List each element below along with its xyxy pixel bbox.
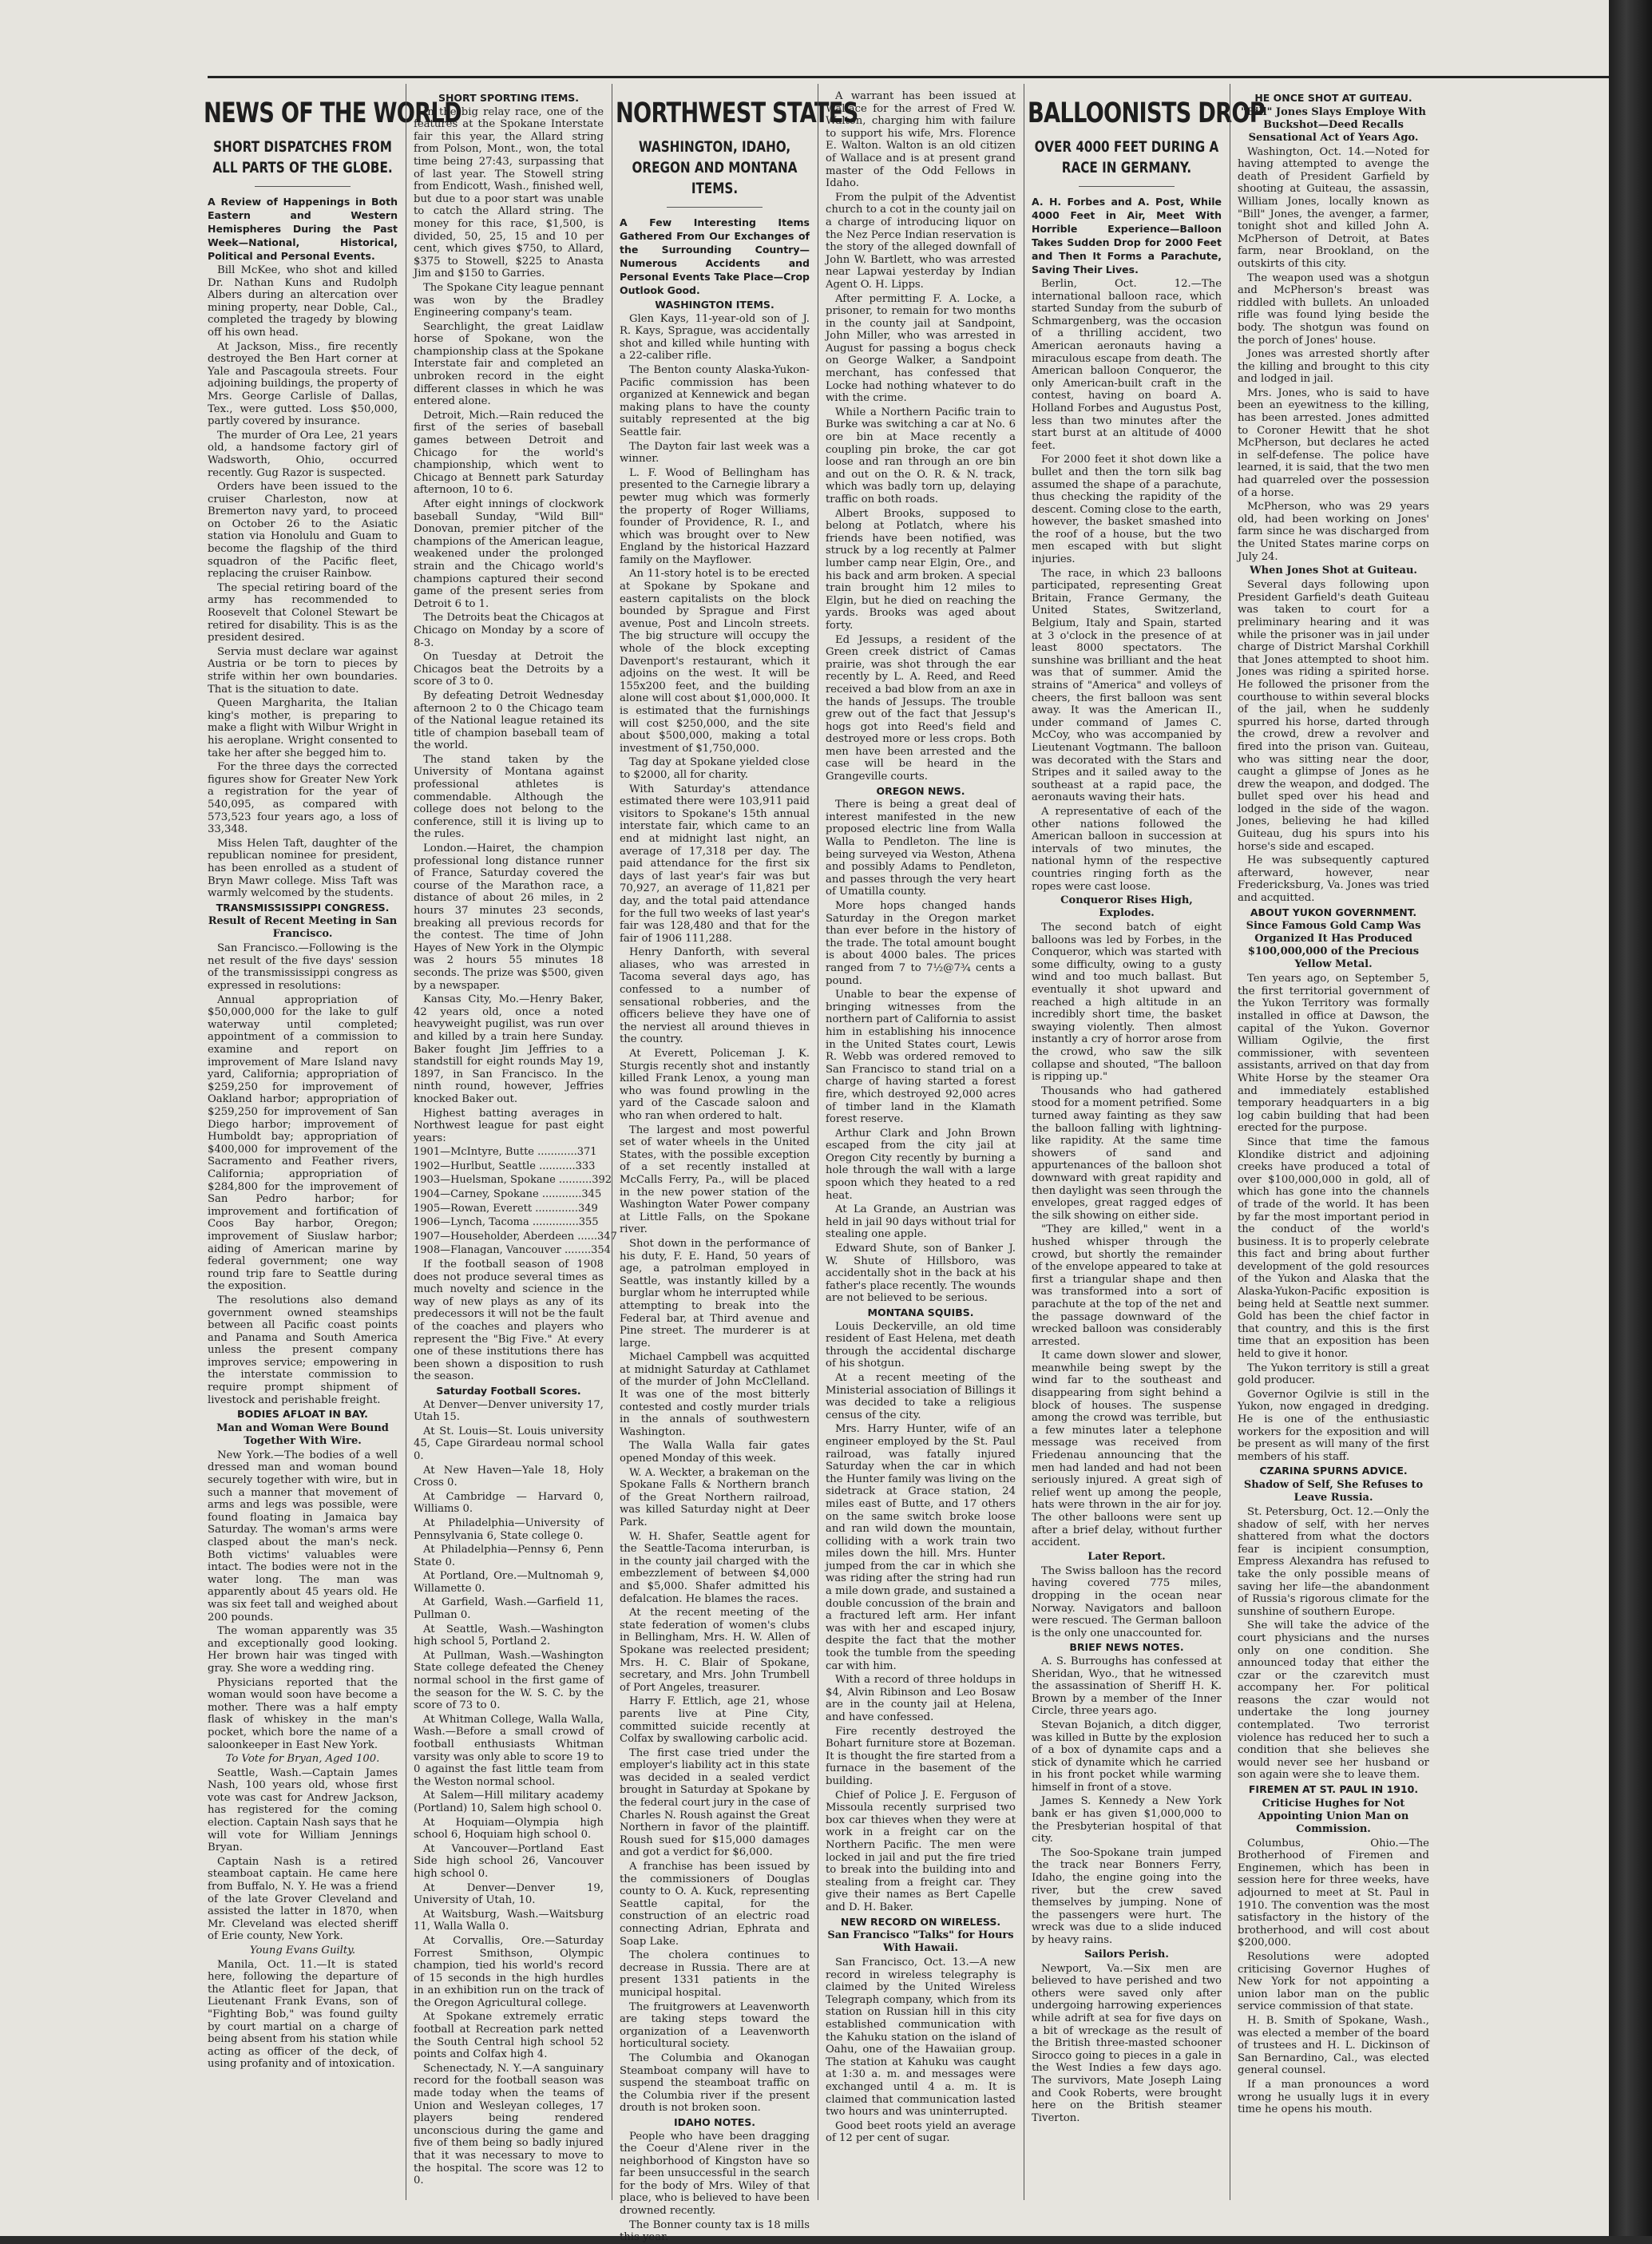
paragraph: At Denver—Denver 19, University of Utah, 10. bbox=[414, 1881, 604, 1907]
paragraph: Manila, Oct. 11.—It is stated here, following the departure of the Atlantic fleet for Japan, that Lieutenant Frank Evans, son of "Fighting Bob," was found guilty by court martial on a charge of being absent from his station while acting as officer of the deck, of using profanity and of intoxication. bbox=[208, 1958, 398, 2071]
article-body bbox=[1238, 1506, 1429, 1782]
paragraph: The weapon used was a shotgun and McPherson's breast was riddled with bullets. An unloaded rifle was found lying beside the body. The shotgun was found on the porch of Jones' house. bbox=[1238, 272, 1429, 347]
paragraph: Albert Brooks, supposed to belong at Potlatch, where his friends have been notified, was struck by a log recently at Palmer lumber camp near Elgin, Ore., and his back and arm broken. A special train brought him 12 miles to Elgin, but he died on reaching the yards. Brooks was aged about forty. bbox=[826, 507, 1016, 632]
paragraph: He was subsequently captured afterward, however, near Fredericksburg, Va. Jones was tried and acquitted. bbox=[1238, 854, 1429, 905]
paragraph: At Salem—Hill military academy (Portland) 10, Salem high school 0. bbox=[414, 1790, 604, 1814]
paragraph: People who have been dragging the Coeur d'Alene river in the neighborhood of Kingston have so far been unsuccessful in the search for the body of Mrs. Wiley of that place, who is believed to have been drowned recently. bbox=[620, 2130, 810, 2218]
top-rule bbox=[208, 76, 1609, 78]
paragraph: 1902—Hurlbut, Seattle ...........333 bbox=[414, 1160, 596, 1172]
paragraph: There is being a great deal of interest manifested in the new proposed electric line from Walla Walla to Pendleton. The line is being surveyed via Weston, Athena and possibly Adams to Pendleton, and passes through the very heart of Umatilla county. bbox=[826, 799, 1016, 898]
subheading-firemen: Criticise Hughes for Not Appointing Union Man on Commission. bbox=[1258, 1797, 1409, 1835]
paragraph: The Soo-Spokane train jumped the track near Bonners Ferry, Idaho, the engine going into the river, but the crew saved themselves by jumping. None of the passengers were hurt. The wreck was due to a slide induced by heavy rains. bbox=[1032, 1846, 1222, 1946]
paragraph: Servia must declare war against Austria or be torn to pieces by strife within her own boundaries. That is the situation to date. bbox=[208, 645, 398, 696]
paragraph: The resolutions also demand government owned steamships between all Pacific coast points and Panama and South America unless the present company improves service; empowering in the interstate commission to require prompt shipment of livestock and perishable freight. bbox=[208, 1294, 398, 1406]
paragraph: San Francisco, Oct. 13.—A new record in wireless telegraphy is claimed by the United Wireless Telegraph company, which from its station on Russian hill in this city established communication with the Kahuku station on the island of Oahu, one of the Hawaiian group. The station at Kahuku was caught at 1:30 a. m. and messages were exchanged until 4 a. m. It is claimed that communication lasted two hours and was uninterrupted. bbox=[826, 1957, 1016, 2119]
article-body bbox=[826, 90, 1016, 783]
paragraph: At Jackson, Miss., fire recently destroyed the Ben Hart corner at Yale and Pascagoula streets. Four adjoining buildings, the property of Mrs. George Carlisle of Dallas, Tex., were gutted. Loss $50,000, partly covered by insurance. bbox=[208, 340, 398, 428]
heading-young-evans: Young Evans Guilty. bbox=[249, 1945, 356, 1957]
divider bbox=[255, 186, 351, 187]
paragraph: A. S. Burroughs has confessed at Sheridan, Wyo., that he witnessed the assassination of Sheriff H. K. Brown by a member of the Inner Circle, three years ago. bbox=[1032, 1655, 1222, 1718]
paragraph: It came down slower and slower, meanwhile being swept by the wind far to the southeast and disappearing from sight behind a block of houses. The suspense among the crowd was terrible, but a few minutes later a telephone message was received from Friedenau announcing that the men had landed and had not been seriously injured. A great sigh of relief went up among the people, hats were thrown in the air for joy. The other balloons were sent up after a brief delay, without further accident. bbox=[1032, 1350, 1222, 1549]
article-body bbox=[1032, 1655, 1222, 1947]
paragraph: At New Haven—Yale 18, Holy Cross 0. bbox=[414, 1464, 604, 1489]
headline-balloonists-drop: BALLOONISTS DROP bbox=[1027, 97, 1266, 129]
paragraph: The Swiss balloon has the record having covered 775 miles, dropping in the ocean near Norway. Navigators and balloon were rescued. The German balloon is the only one unaccounted for. bbox=[1032, 1564, 1222, 1639]
page-binding-edge bbox=[1609, 0, 1652, 2236]
batting-averages bbox=[414, 1146, 617, 1257]
paragraph: At Whitman College, Walla Walla, Wash.—Before a small crowd of football enthusiasts Whitman varsity was only able to score 19 to 0 against the fast little team from the Weston normal school. bbox=[414, 1713, 604, 1788]
article-body bbox=[414, 1259, 604, 1383]
column-5 bbox=[1027, 90, 1266, 2198]
article-body bbox=[620, 2131, 810, 2244]
paragraph: At the recent meeting of the state federation of women's clubs in Bellingham, Mrs. H. W. Allen of Spokane was reelected president; Mrs. H. C. Blair of Spokane, secretary, and Mrs. John Trumbell of Port Angeles, treasurer. bbox=[620, 1607, 810, 1694]
paragraph: With a record of three holdups in $4, Alvin Ribinson and Leo Bosaw are in the county jail at Helena, and have confessed. bbox=[826, 1674, 1016, 1723]
paragraph: "They are killed," went in a hushed whisper through the crowd, but shortly the remainder of the envelope appeared to take at first a triangular shape and then was transformed into a sort of parachute at the top of the net and the passage downward of the wrecked balloon was considerably arrested. bbox=[1032, 1223, 1222, 1348]
paragraph: 1905—Rowan, Everett .............349 bbox=[414, 1202, 598, 1215]
paragraph: Henry Danforth, with several aliases, who was arrested in Tacoma several days ago, has confessed to a number of sensational robberies, and the officers believe they have one of the nerviest all around thieves in the country. bbox=[620, 946, 810, 1046]
paragraph: The race, in which 23 balloons participated, representing Great Britain, France Germany, the United States, Switzerland, Belgium, Italy and Spain, started at 3 o'clock in the presence of at least 8000 spectators. The sunshine was brilliant and the heat was that of summer. Amid the strains of "America" and volleys of cheers, the first balloon was sent away. It was the American II., under command of James C. McCoy, who was accompanied by Lieutenant Vogtmann. The balloon was decorated with the Stars and Stripes and it sailed away to the southeast at a rapid pace, the aeronauts waving their hats. bbox=[1032, 567, 1222, 804]
paragraph: More hops changed hands Saturday in the Oregon market than ever before in the history of the trade. The total amount bought is about 4000 bales. The prices ranged from 7 to 7½@7¾ cents a pound. bbox=[826, 900, 1016, 987]
paragraph: At Seattle, Wash.—Washington high school 5, Portland 2. bbox=[414, 1623, 604, 1648]
football-scores bbox=[414, 1399, 604, 2187]
paragraph: At Philadelphia—University of Pennsylvania 6, State college 0. bbox=[414, 1516, 604, 1542]
paragraph: If the football season of 1908 does not produce several times as much novelty and science in the way of new plays as any of its predecessors it will not be the fault of the coaches and players who represent the "Big Five." At every one of these institutions there has been shown a disposition to rush the season. bbox=[414, 1259, 604, 1383]
article-body bbox=[620, 313, 810, 2115]
paragraph: At Portland, Ore.—Multnomah 9, Willamette 0. bbox=[414, 1570, 604, 1595]
paragraph: Since that time the famous Klondike district and adjoining creeks have produced a total of over $100,000,000 in gold, all of which has gone into the channels of trade of the world. It has been by far the most important period in the conduct of the world's business. It is to properly celebrate this fact and bring about further development of the gold resources of the Yukon and Alaska that the Alaska-Yukon-Pacific exposition is being held at Seattle next summer. Gold has been the chief factor in that country, and this is the first time that an exposition has been held to give it honor. bbox=[1238, 1136, 1429, 1361]
article-body bbox=[826, 799, 1016, 1305]
heading-football-scores: Saturday Football Scores. bbox=[436, 1384, 581, 1397]
heading-wireless: NEW RECORD ON WIRELESS. bbox=[840, 1915, 1001, 1928]
heading-czarina: CZARINA SPURNS ADVICE. bbox=[1259, 1465, 1408, 1477]
headline-news-of-the-world: NEWS OF THE WORLD bbox=[203, 97, 462, 129]
paragraph: A franchise has been issued by the commissioners of Douglas county to O. A. Kuck, representing Seattle capital, for the construction of an electric road connecting Adrian, Ephrata and Soap Lake. bbox=[620, 1861, 810, 1948]
paragraph: The Walla Walla fair gates opened Monday of this week. bbox=[620, 1440, 810, 1465]
paragraph: Kansas City, Mo.—Henry Baker, 42 years old, once a noted heavyweight pugilist, was run over and killed by a train here Sunday. Baker fought Jim Jeffries to a standstill for eight rounds May 19, 1897, in San Francisco. In the ninth round, however, Jeffries knocked Baker out. bbox=[414, 993, 604, 1105]
article-body bbox=[1032, 1565, 1222, 1640]
paragraph: Detroit, Mich.—Rain reduced the first of the series of baseball games between Detroit and Chicago for the world's championship, which went to Chicago at Bennett park Saturday afternoon, 10 to 6. bbox=[414, 409, 604, 497]
paragraph: Glen Kays, 11-year-old son of J. R. Kays, Sprague, was accidentally shot and killed while hunting with a 22-caliber rifle. bbox=[620, 312, 810, 363]
deck-washington-idaho: WASHINGTON, IDAHO, OREGON AND MONTANA ITEMS. bbox=[632, 138, 798, 197]
paragraph: While a Northern Pacific train to Burke was switching a car at No. 6 ore bin at Mace recently a coupling pin broke, the car got loose and ran through an ore bin and out on the O. R. & N. track, which was badly torn up, delaying traffic on both roads. bbox=[826, 406, 1016, 505]
column-6 bbox=[1238, 90, 1429, 2198]
article-body bbox=[208, 1959, 398, 2071]
paragraph: Newport, Va.—Six men are believed to have perished and two others were saved only after undergoing harrowing experiences while adrift at sea for five days on a bit of wreckage as the result of the British three-masted schooner Sirocco going to pieces in a gale in the West Indies a few days ago. The survivors, Mate Joseph Laing and Cook Roberts, were brought here on the British steamer Tiverton. bbox=[1032, 1962, 1222, 2124]
paragraph: The cholera continues to decrease in Russia. There are at present 1331 patients in the municipal hospital. bbox=[620, 1949, 810, 1999]
paragraph: Stevan Bojanich, a ditch digger, was killed in Butte by the explosion of a box of dynamite caps and a stick of dynamite which he carried in his front pocket while warming himself in front of a stove. bbox=[1032, 1719, 1222, 1794]
paragraph: McPherson, who was 29 years old, had been working on Jones' farm since he was discharged from the United States marine corps on July 24. bbox=[1238, 501, 1429, 563]
heading-oregon-news: OREGON NEWS. bbox=[876, 784, 965, 797]
heading-guiteau: HE ONCE SHOT AT GUITEAU. bbox=[1254, 92, 1412, 104]
paragraph: W. A. Weckter, a brakeman on the Spokane Falls & Northern branch of the Great Northern railroad, was killed Saturday night at Deer Park. bbox=[620, 1466, 810, 1528]
subheading-later-report: Later Report. bbox=[1087, 1550, 1166, 1563]
column-4 bbox=[826, 90, 1016, 2198]
article-body bbox=[1032, 1963, 1222, 2125]
paragraph: Several days following upon President Garfield's death Guiteau was taken to court for a preliminary hearing and it was while the prisoner was in jail under charge of District Marshal Corkhill that Jones attempted to shoot him. Jones was riding a spirited horse. He followed the prisoner from the courthouse to within several blocks of the jail, when he suddenly spurred his horse, darted through the crowd, drew a revolver and fired into the prison van. Guiteau, who was sitting near the door, caught a glimpse of Jones as he drew the weapon, and dodged. The bullet sped over his head and lodged in the side of the wagon. Jones, believing he had killed Guiteau, dug his spurs into his horse's side and escaped. bbox=[1238, 579, 1429, 853]
paragraph: A representative of each of the other nations followed the American balloon in succession at intervals of two minutes, the national hymn of the respective countries ringing forth as the ropes were cast loose. bbox=[1032, 805, 1222, 893]
article-body bbox=[1238, 146, 1429, 564]
paragraph: At Hoquiam—Olympia high school 6, Hoquiam high school 0. bbox=[414, 1816, 604, 1842]
paragraph: 1907—Householder, Aberdeen ......347 bbox=[414, 1230, 617, 1243]
paragraph: London.—Hairet, the champion professional long distance runner of France, Saturday covered the course of the Marathon race, a distance of about 26 miles, in 2 hours 37 minutes 23 seconds, breaking all previous records for the contest. The time of John Hayes of New York in the Olympic was 2 hours 55 minutes 18 seconds. The prize was $500, given by a newspaper. bbox=[414, 842, 604, 992]
heading-transmississippi: TRANSMISSISSIPPI CONGRESS. bbox=[216, 901, 390, 914]
paragraph: Arthur Clark and John Brown escaped from the city jail at Oregon City recently by burning a hole through the wall with a large spoon which they heated to a red heat. bbox=[826, 1127, 1016, 1202]
heading-washington-items: WASHINGTON ITEMS. bbox=[655, 299, 774, 311]
newspaper-page-content bbox=[203, 76, 1609, 2244]
paragraph: The largest and most powerful set of water wheels in the United States, with the possible exception of a set recently installed at McCalls Ferry, Pa., will be placed in the new power station of the Washington Water Power company at Little Falls, on the Spokane river. bbox=[620, 1124, 810, 1236]
heading-sporting: SHORT SPORTING ITEMS. bbox=[438, 92, 580, 104]
paragraph: San Francisco.—Following is the net result of the five days' session of the transmississippi congress as expressed in resolutions: bbox=[208, 942, 398, 993]
paragraph: In the big relay race, one of the features at the Spokane Interstate fair this year, the Allard string from Polson, Mont., won, the total time being 27:43, surpassing that of last year. The Stowell string from Endicott, Wash., finished well, but due to a poor start was unable to catch the Allard string. The money for this race, $1,500, is divided, 50, 25, 15 and 10 per cent, which gives $750, to Allard, $375 to Stowell, $225 to Anasta Jim and $150 to Garries. bbox=[414, 105, 604, 280]
paragraph: James S. Kennedy a New York bank er has given $1,000,000 to the Presbyterian hospital of that city. bbox=[1032, 1795, 1222, 1846]
headline-northwest-states: NORTHWEST STATES bbox=[615, 97, 858, 129]
paragraph: If a man pronounces a word wrong he usually lugs it in every time he opens his mouth. bbox=[1238, 2078, 1429, 2116]
paragraph: At Pullman, Wash.—Washington State college defeated the Cheney normal school in the first game of the season for the W. S. C. by the score of 73 to 0. bbox=[414, 1649, 604, 1712]
paragraph: Seattle, Wash.—Captain James Nash, 100 years old, whose first vote was cast for Andrew Jackson, has registered for the coming election. Captain Nash says that he will vote for William Jennings Bryan. bbox=[208, 1766, 398, 1854]
summary: A. H. Forbes and A. Post, While 4000 Feet in Air, Meet With Horrible Experience—Balloon Takes Sudden Drop for 2000 Feet and Then It Forms a Parachute, Saving Their Lives. bbox=[1032, 196, 1222, 276]
paragraph: The Yukon territory is still a great gold producer. bbox=[1238, 1362, 1429, 1387]
paragraph: At Spokane extremely erratic football at Recreation park netted the South Central high school 52 points and Colfax high 4. bbox=[414, 2011, 604, 2061]
paragraph: New York.—The bodies of a well dressed man and woman bound securely together with wire, but in such a manner that movement of arms and legs was possible, were found floating in Jamaica bay Saturday. The woman's arms were clasped about the man's neck. Both victims' valuables were intact. The bodies were not in the water long. The man was apparently about 45 years old. He was six feet tall and weighed about 200 pounds. bbox=[208, 1449, 398, 1624]
column-2 bbox=[414, 90, 617, 2198]
paragraph: The murder of Ora Lee, 21 years old, a handsome factory girl of Wadsworth, Ohio, occurred recently. Gug Razor is suspected. bbox=[208, 429, 398, 479]
subheading-sailors-perish: Sailors Perish. bbox=[1084, 1948, 1169, 1961]
paragraph: Miss Helen Taft, daughter of the republican nominee for president, has been enrolled as a student of Bryn Mawr college. Miss Taft was warmly welcomed by the students. bbox=[208, 837, 398, 900]
subheading-transmississippi: Result of Recent Meeting in San Francisco. bbox=[208, 915, 398, 941]
paragraph: At Waitsburg, Wash.—Waitsburg 11, Walla Walla 0. bbox=[414, 1908, 604, 1933]
paragraph: Captain Nash is a retired steamboat captain. He came here from Buffalo, N. Y. He was a friend of the late Grover Cleveland and assisted the latter in 1870, when Mr. Cleveland was elected sheriff of Erie county, New York. bbox=[208, 1855, 398, 1943]
article-body bbox=[208, 264, 398, 900]
article-body bbox=[208, 942, 398, 1406]
paragraph: 1901—McIntyre, Butte ............371 bbox=[414, 1146, 597, 1159]
article-body bbox=[826, 1321, 1016, 1914]
paragraph: Resolutions were adopted criticising Governor Hughes of New York for not appointing a union labor man on the public service commission of that state. bbox=[1238, 1950, 1429, 2013]
paragraph: The second batch of eight balloons was led by Forbes, in the Conqueror, which was started with some difficulty, owing to a gusty wind and too much ballast. But eventually it shot upward and reached a high altitude in an incredibly short time, the basket swaying violently. Then almost instantly a cry of horror arose from the crowd, who saw the silk collapse and shouted, "The balloon is ripping up." bbox=[1032, 922, 1222, 1084]
paragraph: At Cambridge — Harvard 0, Williams 0. bbox=[414, 1490, 604, 1516]
paragraph: Annual appropriation of $50,000,000 for the lake to gulf waterway until completed; appointment of a commission to examine and report on improvement of Mare Island navy yard, California; appropriation of $259,250 for improvement of Oakland harbor; appropriation of $259,250 for improvement of San Diego harbor; improvement of Humboldt bay; appropriation of $400,000 for improvement of the Sacramento and Feather rivers, California; appropriation of $284,800 for the improvement of San Pedro harbor; for improvement and fortification of Coos Bay harbor, Oregon; improvement of Siuslaw harbor; aiding of American marine by federal government; one way round trip fare to Seattle during the exposition. bbox=[208, 993, 398, 1293]
paragraph: Governor Ogilvie is still in the Yukon, now engaged in dredging. He is one of the enthusiastic workers for the exposition and will be present as will many of the first members of his staff. bbox=[1238, 1388, 1429, 1463]
subheading-conqueror: Conqueror Rises High, Explodes. bbox=[1060, 894, 1193, 920]
subheading-wireless: San Francisco "Talks" for Hours With Hawaii. bbox=[827, 1929, 1014, 1955]
paragraph: She will take the advice of the court physicians and the nurses only on one condition. She announced today that either the czar or the czarevitch must accompany her. For political reasons the czar would not undertake the long journey contemplated. Two terrorist violence has reduced her to such a condition that she believes she would never see her husband or son again were she to leave them. bbox=[1238, 1620, 1429, 1782]
paragraph: Mrs. Harry Hunter, wife of an engineer employed by the St. Paul railroad, was fatally injured Saturday when the car in which the Hunter family was living on the sidetrack at Grace station, 24 miles east of Butte, and 17 others on the same switch broke loose and ran wild down the mountain, colliding with a work train two miles down the hill. Mrs. Hunter jumped from the car in which she was riding after the string had run a mile down grade, and sustained a double concussion of the brain and a fractured left arm. Her infant was with her and escaped injury, despite the fact that the mother took the tumble from the speeding car with him. bbox=[826, 1423, 1016, 1672]
paragraph: Ten years ago, on September 5, the first territorial government of the Yukon Territory was formally installed in office at Dawson, the capital of the Yukon. Governor William Ogilvie, the first commissioner, with seventeen assistants, arrived on that day from White Horse by the steamer Ora and immediately established temporary headquarters in a big log cabin building that had been erected for the purpose. bbox=[1238, 973, 1429, 1135]
paragraph: At Philadelphia—Pennsy 6, Penn State 0. bbox=[414, 1544, 604, 1568]
paragraph: Unable to bear the expense of bringing witnesses from the northern part of California to assist him in establishing his innocence in the United States court, Lewis R. Webb was ordered removed to San Francisco to stand trial on a charge of having started a forest fire, which destroyed 92,000 acres of timber land in the Klamath forest reserve. bbox=[826, 989, 1016, 1126]
summary: A Review of Happenings in Both Eastern and Western Hemispheres During the Past Week—National, Historical, Political and Personal Events. bbox=[208, 196, 398, 262]
article-body bbox=[208, 1449, 398, 1751]
paragraph: Michael Campbell was acquitted at midnight Saturday at Cathlamet of the murder of John McClelland. It was one of the most bitterly contested and costly murder trials in the annals of southwestern Washington. bbox=[620, 1351, 810, 1438]
column-1 bbox=[203, 90, 462, 2198]
paragraph: Edward Shute, son of Banker J. W. Shute of Hillsboro, was accidentally shot in the back at his father's place recently. The wounds are not believed to be serious. bbox=[826, 1243, 1016, 1305]
paragraph: A warrant has been issued at Wallace for the arrest of Fred W. Walton, charging him with failure to support his wife, Mrs. Florence E. Walton. Walton is an old citizen of Wallace and is at present grand master of the Odd Fellows in Idaho. bbox=[826, 90, 1016, 190]
paragraph: 1908—Flanagan, Vancouver ........354 bbox=[414, 1244, 611, 1257]
paragraph: Orders have been issued to the cruiser Charleston, now at Bremerton navy yard, to proceed on October 26 to the Asiatic station via Honolulu and Guam to become the flagship of the third squadron of the Pacific fleet, replacing the cruiser Rainbow. bbox=[208, 481, 398, 581]
paragraph: The Bonner county tax is 18 mills this year. bbox=[620, 2218, 810, 2244]
paragraph: From the pulpit of the Adventist church to a cot in the county jail on a charge of introducing liquor on the Nez Perce Indian reservation is the story of the alleged downfall of John W. Bartlett, who was arrested near Lapwai yesterday by Indian Agent O. H. Lipps. bbox=[826, 191, 1016, 291]
paragraph: W. H. Shafer, Seattle agent for the Seattle-Tacoma interurban, is in the county jail charged with the embezzlement of between $4,000 and $5,000. Shafer admitted his defalcation. He blames the races. bbox=[620, 1530, 810, 1605]
paragraph: Ed Jessups, a resident of the Green creek district of Camas prairie, was shot through the ear recently by L. A. Reed, and Reed received a bad blow from an axe in the hands of Jessups. The trouble grew out of the fact that Jessup's hogs got into Reed's field and destroyed more or less crops. Both men have been arrested and the case will be heard in the Grangeville courts. bbox=[826, 633, 1016, 783]
paragraph: The woman apparently was 35 and exceptionally good looking. Her brown hair was tinged with gray. She wore a wedding ring. bbox=[208, 1625, 398, 1675]
article-body bbox=[826, 1957, 1016, 2145]
article-body bbox=[1238, 973, 1429, 1463]
paragraph: An 11-story hotel is to be erected at Spokane by Spokane and eastern capitalists on the block bounded by Sprague and First avenue, Post and Lincoln streets. The big structure will occupy the whole of the block excepting Davenport's restaurant, which it adjoins on the west. It will be 155x200 feet, and the building alone will cost about $1,000,000. It is estimated that the furnishings will cost $250,000, and the site about $500,000, making a total investment of $1,750,000. bbox=[620, 568, 810, 755]
article-body bbox=[1032, 278, 1222, 893]
paragraph: Berlin, Oct. 12.—The international balloon race, which started Sunday from the suburb of Schmargenberg, was the occasion of a thrilling accident, two American aeronauts having a miraculous escape from death. The American balloon Conqueror, the only American-built craft in the contest, having on board A. Holland Forbes and Augustus Post, less than two minutes after the start burst at an altitude of 4000 feet. bbox=[1032, 278, 1222, 452]
subheading-yukon: Since Famous Gold Camp Was Organized It Has Produced $100,000,000 of the Precious Yellow Metal. bbox=[1246, 920, 1421, 971]
heading-brief-news: BRIEF NEWS NOTES. bbox=[1069, 1641, 1184, 1654]
paragraph: At Everett, Policeman J. K. Sturgis recently shot and instantly killed Frank Lenox, a young man who was found prowling in the yard of the Cascade saloon and who ran when ordered to halt. bbox=[620, 1048, 810, 1122]
paragraph: Chief of Police J. E. Ferguson of Missoula recently surprised two box car thieves when they were at work in a freight car on the Northern Pacific. The men were locked in jail and put the fire tried to break into the building into and stealing from a freight car. They give their names as Bert Capelle and D. H. Baker. bbox=[826, 1789, 1016, 1913]
divider bbox=[1079, 186, 1175, 187]
paragraph: On Tuesday at Detroit the Chicagos beat the Detroits by a score of 3 to 0. bbox=[414, 651, 604, 688]
subheading-guiteau: "Bill" Jones Slays Employe With Buckshot—Deed Recalls Sensational Act of Years Ago. bbox=[1241, 105, 1426, 144]
heading-yukon: ABOUT YUKON GOVERNMENT. bbox=[1250, 906, 1417, 918]
paragraph: At La Grande, an Austrian was held in jail 90 days without trial for stealing one apple. bbox=[826, 1203, 1016, 1241]
paragraph: Columbus, Ohio.—The Brotherhood of Firemen and Enginemen, which has been in session here for three weeks, have adjourned to meet at St. Paul in 1910. The convention was the most satisfactory in the history of the brotherhood, and will cost about $200,000. bbox=[1238, 1837, 1429, 1949]
subheading-czarina: Shadow of Self, She Refuses to Leave Russia. bbox=[1243, 1478, 1424, 1504]
paragraph: Louis Deckerville, an old time resident of East Helena, met death through the accidental discharge of his shotgun. bbox=[826, 1320, 1016, 1370]
subheading-bodies-afloat: Man and Woman Were Bound Together With Wire. bbox=[216, 1421, 389, 1447]
paragraph: Highest batting averages in Northwest league for past eight years: bbox=[414, 1107, 604, 1144]
paragraph: Schenectady, N. Y.—A sanguinary record for the football season was made today when the teams of Union and Wesleyan colleges, 17 players being rendered unconscious during the game and five of them being so badly injured that it was necessary to move to the hospital. The score was 12 to 0. bbox=[414, 2062, 604, 2187]
article-body bbox=[1238, 579, 1429, 904]
paragraph: Searchlight, the great Laidlaw horse of Spokane, won the championship class at the Spokane Interstate fair and completed an unbroken record in the eight different classes in which he was entered alone. bbox=[414, 320, 604, 408]
paragraph: At Denver—Denver university 17, Utah 15. bbox=[414, 1398, 604, 1424]
heading-bodies-afloat: BODIES AFLOAT IN BAY. bbox=[237, 1408, 368, 1421]
divider bbox=[667, 207, 763, 208]
heading-firemen: FIREMEN AT ST. PAUL IN 1910. bbox=[1248, 1783, 1419, 1796]
paragraph: 1906—Lynch, Tacoma ..............355 bbox=[414, 1216, 599, 1229]
deck-short-dispatches: SHORT DISPATCHES FROM ALL PARTS OF THE GLOBE. bbox=[212, 138, 393, 176]
paragraph: With Saturday's attendance estimated there were 103,911 paid visitors to Spokane's 15th annual interstate fair, which came to an end at midnight last night, an average of 17,318 per day. The paid attendance for the first six days of last year's fair was but 70,927, an average of 11,821 per day, and the total paid attendance for the full two weeks of last year's fair was 128,480 and that for the fair of 1906 111,288. bbox=[620, 783, 810, 945]
paragraph: The Benton county Alaska-Yukon-Pacific commission has been organized at Kennewick and began making plans to have the county suitably represented at the big Seattle fair. bbox=[620, 363, 810, 438]
paragraph: Physicians reported that the woman would soon have become a mother. There was a half empty flask of whiskey in the man's pocket, which bore the name of a saloonkeeper in East New York. bbox=[208, 1676, 398, 1751]
subheading-when-jones-shot: When Jones Shot at Guiteau. bbox=[1250, 565, 1417, 577]
paragraph: 1903—Huelsman, Spokane ..........392 bbox=[414, 1174, 612, 1187]
paragraph: St. Petersburg, Oct. 12.—Only the shadow of self, with her nerves shattered from what the doctors fear is incipient consumption, Empress Alexandra has refused to take the only possible means of saving her life—the abandonment of Russia's rigorous climate for the sunshine of southern Europe. bbox=[1238, 1505, 1429, 1618]
paragraph: At Corvallis, Ore.—Saturday Forrest Smithson, Olympic champion, tied his world's record of 15 seconds in the high hurdles in an exhibition run on the track of the Oregon Agricultural college. bbox=[414, 1934, 604, 2009]
deck-over-4000-feet: OVER 4000 FEET DURING A RACE IN GERMANY. bbox=[1034, 138, 1219, 176]
paragraph: After permitting F. A. Locke, a prisoner, to remain for two months in the county jail at Sandpoint, John Miller, who was arrested in August for passing a bogus check on George Walker, a Sandpoint merchant, has confessed that Locke had nothing whatever to do with the crime. bbox=[826, 292, 1016, 405]
paragraph: Harry F. Ettlich, age 21, whose parents live at Pine City, committed suicide recently at Colfax by swallowing carbolic acid. bbox=[620, 1695, 810, 1746]
column-3 bbox=[615, 90, 858, 2244]
paragraph: Queen Margharita, the Italian king's mother, is preparing to make a flight with Wilbur Wright in his aeroplane. Wright consented to take her after she begged him to. bbox=[208, 697, 398, 759]
paragraph: The first case tried under the employer's liability act in this state was decided in a sealed verdict brought in Saturday at Spokane by the federal court jury in the case of Charles N. Roush against the Great Northern in favor of the plaintiff. Roush sued for $15,000 damages and got a verdict for $6,000. bbox=[620, 1746, 810, 1859]
paragraph: By defeating Detroit Wednesday afternoon 2 to 0 the Chicago team of the National league retained its title of champion baseball team of the world. bbox=[414, 689, 604, 752]
paragraph: Mrs. Jones, who is said to have been an eyewitness to the killing, has been arrested. Jones admitted to Coroner Hewitt that he shot McPherson, but declares he acted in self-defense. The police have learned, it is said, that the two men had quarreled over the possession of a horse. bbox=[1238, 387, 1429, 499]
summary: A Few Interesting Items Gathered From Our Exchanges of the Surrounding Country—Numerous Accidents and Personal Events Take Place—Crop Outlook Good. bbox=[620, 216, 810, 296]
paragraph: H. B. Smith of Spokane, Wash., was elected a member of the board of trustees and H. L. Dickinson of San Bernardino, Cal., was elected general counsel. bbox=[1238, 2014, 1429, 2077]
article-body bbox=[1032, 922, 1222, 1549]
paragraph: At a recent meeting of the Ministerial association of Billings it was decided to take a religious census of the city. bbox=[826, 1371, 1016, 1421]
article-body bbox=[414, 106, 604, 1145]
paragraph: The stand taken by the University of Montana against professional athletes is commendable. Although the college does not belong to the conference, still it is living up to the rules. bbox=[414, 753, 604, 841]
paragraph: Tag day at Spokane yielded close to $2000, all for charity. bbox=[620, 756, 810, 781]
paragraph: Fire recently destroyed the Bohart furniture store at Bozeman. It is thought the fire started from a furnace in the basement of the building. bbox=[826, 1725, 1016, 1787]
paragraph: After eight innings of clockwork baseball Sunday, "Wild Bill" Donovan, premier pitcher of the champions of the American league, weakened under the prolonged strain and the Chicago world's champions captured their second game of the present series from Detroit 6 to 1. bbox=[414, 498, 604, 610]
paragraph: The Dayton fair last week was a winner. bbox=[620, 440, 810, 466]
paragraph: Shot down in the performance of his duty, F. E. Hand, 50 years of age, a patrolman employed in Seattle, was instantly killed by a burglar whom he interrupted while attempting to break into the Federal bar, at Third avenue and Pine street. The murderer is at large. bbox=[620, 1237, 810, 1350]
paragraph: At Garfield, Wash.—Garfield 11, Pullman 0. bbox=[414, 1596, 604, 1622]
paragraph: The Spokane City league pennant was won by the Bradley Engineering company's team. bbox=[414, 281, 604, 319]
paragraph: Good beet roots yield an average of 12 per cent of sugar. bbox=[826, 2119, 1016, 2145]
article-body bbox=[1238, 1838, 1429, 2116]
paragraph: Jones was arrested shortly after the killing and brought to this city and lodged in jail. bbox=[1238, 348, 1429, 386]
heading-montana-squibs: MONTANA SQUIBS. bbox=[867, 1306, 974, 1318]
paragraph: For 2000 feet it shot down like a bullet and then the torn silk bag assumed the shape of a parachute, thus checking the rapidity of the descent. Coming close to the earth, however, the basket smashed into the roof of a house, but the two men escaped with but slight injuries. bbox=[1032, 454, 1222, 566]
article-body bbox=[208, 1767, 398, 1943]
heading-vote-for-bryan: To Vote for Bryan, Aged 100. bbox=[225, 1753, 380, 1766]
paragraph: L. F. Wood of Bellingham has presented to the Carnegie library a pewter mug which was formerly the property of Roger Williams, founder of Providence, R. I., and which was brought over to New England by the historical Hazzard family on the Mayflower. bbox=[620, 466, 810, 566]
paragraph: The Columbia and Okanogan Steamboat company will have to suspend the steamboat traffic on the Columbia river if the present drouth is not broken soon. bbox=[620, 2052, 810, 2115]
paragraph: Washington, Oct. 14.—Noted for having attempted to avenge the death of President Garfield by shooting at Guiteau, the assassin, William Jones, locally known as "Bill" Jones, the avenger, a farmer, tonight shot and killed John A. McPherson of Detroit, at Bates farm, near Brookland, on the outskirts of this city. bbox=[1238, 145, 1429, 270]
paragraph: For the three days the corrected figures show for Greater New York a registration for the year of 540,095, as compared with 573,523 four years ago, a loss of 33,348. bbox=[208, 761, 398, 836]
paragraph: 1904—Carney, Spokane ............345 bbox=[414, 1188, 602, 1201]
paragraph: Thousands who had gathered stood for a moment petrified. Some turned away fainting as they saw the balloon falling with lightning-like rapidity. At the same time showers of sand and appurtenances of the balloon shot downward with great rapidity and then daylight was seen through the envelopes, great ragged edges of the silk showing on either side. bbox=[1032, 1084, 1222, 1222]
paragraph: Bill McKee, who shot and killed Dr. Nathan Kuns and Rudolph Albers during an altercation over mining property, near Doble, Cal., completed the tragedy by blowing off his own head. bbox=[208, 264, 398, 339]
paragraph: At Vancouver—Portland East Side high school 26, Vancouver high school 0. bbox=[414, 1842, 604, 1880]
paragraph: The fruitgrowers at Leavenworth are taking steps toward the organization of a Leavenworth horticultural society. bbox=[620, 2000, 810, 2051]
paragraph: The special retiring board of the army has recommended to Roosevelt that Colonel Stewart be retired for disability. This is as the president desired. bbox=[208, 581, 398, 644]
heading-idaho-notes: IDAHO NOTES. bbox=[673, 2115, 756, 2128]
paragraph: The Detroits beat the Chicagos at Chicago on Monday by a score of 8-3. bbox=[414, 612, 604, 649]
paragraph: At St. Louis—St. Louis university 45, Cape Girardeau normal school 0. bbox=[414, 1425, 604, 1462]
